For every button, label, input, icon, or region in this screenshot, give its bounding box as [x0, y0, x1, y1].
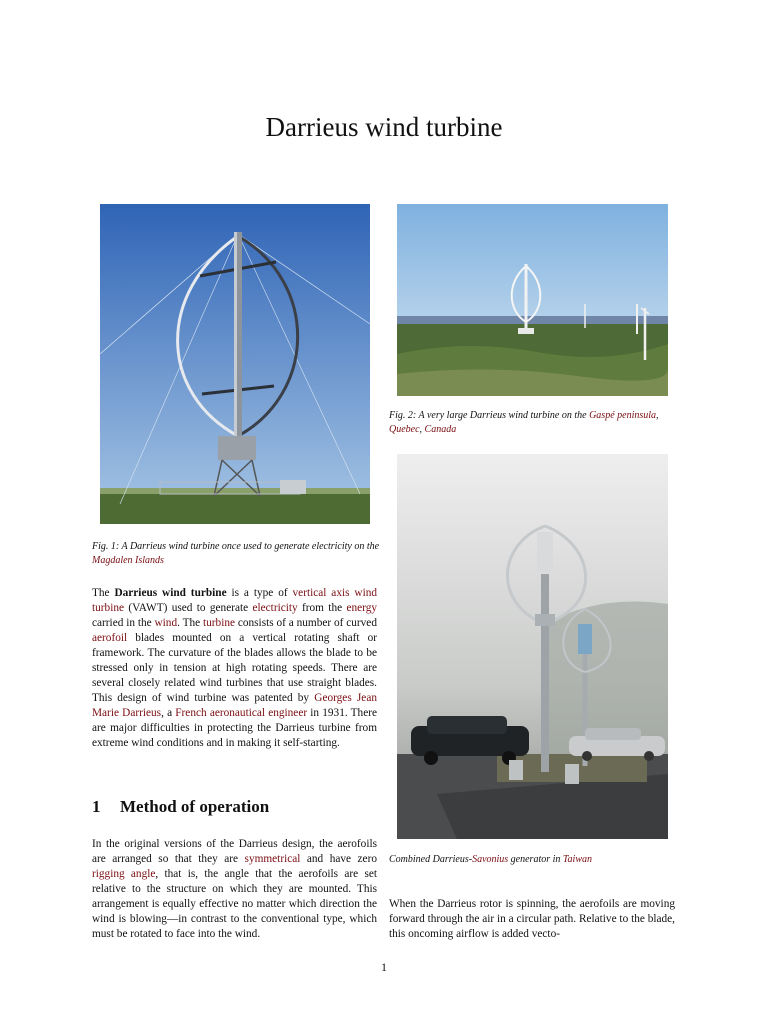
method-text: and have zero	[300, 853, 377, 865]
electricity-link[interactable]: electricity	[252, 602, 298, 614]
page-number: 1	[381, 960, 387, 974]
taiwan-link[interactable]: Taiwan	[562, 854, 592, 865]
savonius-link[interactable]: Savonius	[472, 854, 509, 865]
right-column-paragraph: When the Darrieus rotor is spinning, the aerofoils are moving forward through the air in a circular path. Relative to the blade, this oncoming airflow is added vecto-	[389, 898, 675, 940]
fig1-caption-text: Fig. 1: A Darrieus wind turbine once used to generate electricity on the	[92, 541, 380, 552]
fig3-photo	[397, 454, 668, 839]
fig2-caption-sep2: ,	[419, 424, 425, 435]
fig1-photo	[100, 204, 370, 524]
intro-text: The	[92, 587, 115, 599]
gaspe-peninsula-link[interactable]: Gaspé peninsula	[589, 410, 657, 421]
french-link[interactable]: French	[175, 707, 207, 719]
fig3-caption-text: Combined Darrieus-	[389, 854, 473, 865]
symmetrical-link[interactable]: symmetrical	[244, 853, 301, 865]
aerofoil-link[interactable]: aerofoil	[92, 632, 128, 644]
darrieus-person-link[interactable]: Georges Jean Marie Darrieus	[92, 692, 377, 719]
intro-text: in 1931. There are major difficulties in protecting the Darrieus turbine from extreme wind conditions and in making it self-starting.	[92, 707, 377, 749]
intro-text: blades mounted on a vertical rotating shaft or framework. The curvature of the blades allows the blade to be stressed only in tension at high rotating speeds. There are several closely related wind turbines that use straight blades. This design of wind turbine was patented by	[92, 632, 377, 704]
canada-link[interactable]: Canada	[424, 424, 457, 435]
intro-text: consists of a number of curved	[235, 617, 377, 629]
page-title: Darrieus wind turbine	[265, 112, 503, 142]
fig2-photo	[397, 204, 668, 396]
method-paragraph	[92, 837, 377, 942]
fig1-caption	[92, 540, 382, 568]
magdalen-islands-link[interactable]: Magdalen Islands	[92, 555, 164, 566]
method-text: In the original versions of the Darrieus design, the aerofoils are arranged so that they are	[92, 838, 377, 865]
intro-text: carried in the	[92, 617, 155, 629]
method-text: , that is, the angle that the aerofoils are set relative to the structure on which they are mounted. This arrangement is equally effective no matter which direction the wind is blowing—in contrast to the conventional type, which must be rotated to face into the wind.	[92, 868, 377, 940]
intro-text: (VAWT) used to generate	[124, 602, 253, 614]
fig2-caption-text: Fig. 2: A very large Darrieus wind turbine on the	[389, 410, 590, 421]
intro-paragraph	[92, 586, 377, 751]
section-number: 1	[92, 797, 101, 816]
fig3-caption	[389, 853, 679, 867]
intro-text: from the	[297, 602, 347, 614]
intro-bold-term: Darrieus wind turbine	[114, 587, 227, 599]
intro-text: . The	[177, 617, 203, 629]
intro-text: is a type of	[226, 587, 293, 599]
quebec-link[interactable]: Quebec	[389, 424, 420, 435]
intro-text: , a	[161, 707, 176, 719]
rigging-angle-link[interactable]: rigging angle	[92, 868, 156, 880]
energy-link[interactable]: energy	[346, 602, 377, 614]
turbine-link[interactable]: turbine	[203, 617, 235, 629]
wind-link[interactable]: wind	[154, 617, 178, 629]
fig2-caption-sep: ,	[656, 410, 659, 421]
section-title: Method of operation	[120, 797, 270, 816]
fig2-caption	[389, 409, 679, 437]
aeronautical-engineer-link[interactable]: aeronautical engineer	[209, 707, 308, 719]
section-heading	[92, 797, 269, 817]
fig3-caption-text-b: generator in	[508, 854, 563, 865]
vawt-link[interactable]: vertical axis wind turbine	[92, 587, 377, 614]
